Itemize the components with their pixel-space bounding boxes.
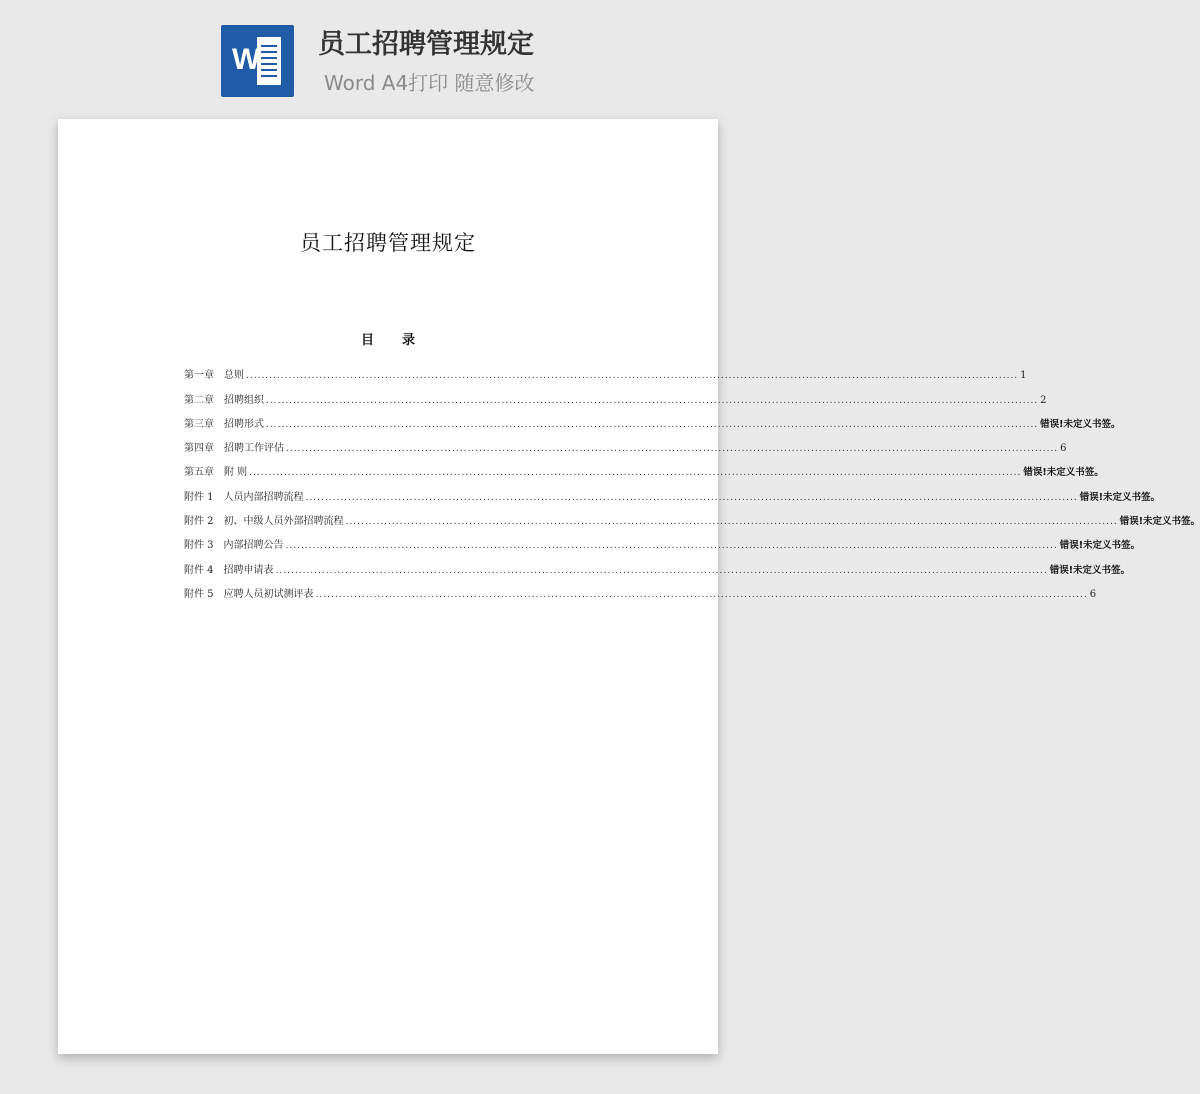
toc-entry-label: 第一章 总则 [184, 370, 244, 382]
toc-entry[interactable] [184, 430, 1067, 455]
toc-error-reference: 错误!未定义书签。 [1119, 516, 1200, 528]
toc-entry-label: 附件 1 人员内部招聘流程 [184, 491, 304, 503]
toc-entry[interactable] [184, 454, 1104, 479]
toc-entry-label: 附件 5 应聘人员初试测评表 [184, 588, 314, 600]
toc-error-reference: 错误!未定义书签。 [1079, 491, 1161, 503]
toc-entry-label: 附件 4 招聘申请表 [184, 564, 274, 576]
banner [0, 0, 774, 118]
toc-heading-left: 目 [360, 333, 374, 348]
toc-entry[interactable] [184, 527, 1141, 552]
toc-leader-dots: ........................................................................................................................................................................................................ [266, 419, 1039, 430]
toc-leader-dots: ........................................................................................................................................................................................................ [266, 395, 1039, 406]
toc-leader-dots: ........................................................................................................................................................................................................ [275, 565, 1048, 576]
toc-error-reference: 错误!未定义书签。 [1023, 467, 1104, 479]
toc-heading [58, 329, 718, 348]
document-page [58, 119, 1200, 1054]
document-title: 员工招聘管理规定 [300, 231, 476, 255]
toc-entry[interactable] [184, 551, 1131, 576]
toc-leader-dots: ........................................................................................................................................................................................................ [285, 541, 1058, 552]
toc-entry-label: 第二章 招聘组织 [184, 394, 264, 406]
table-of-contents [184, 357, 1200, 600]
word-icon-letter: W [232, 43, 261, 76]
toc-leader-dots: ........................................................................................................................................................................................................ [286, 444, 1059, 455]
toc-error-reference: 错误!未定义书签。 [1040, 418, 1121, 430]
toc-entry-label: 附件 2 初、中级人员外部招聘流程 [184, 516, 344, 528]
toc-error-reference: 错误!未定义书签。 [1059, 540, 1141, 552]
word-icon-page [257, 37, 281, 85]
toc-leader-dots: ........................................................................................................................................................................................................ [315, 589, 1088, 600]
toc-entry-label: 第四章 招聘工作评估 [184, 443, 284, 455]
toc-entry[interactable] [184, 406, 1121, 430]
toc-entry-label: 第五章 附 则 [184, 467, 248, 479]
toc-page-number: 1 [1020, 370, 1027, 382]
toc-leader-dots: ........................................................................................................................................................................................................ [249, 468, 1022, 479]
banner-subtitle: Word A4打印 随意修改 [324, 71, 535, 95]
toc-heading-right: 录 [402, 333, 416, 348]
toc-entry[interactable] [184, 576, 1097, 600]
toc-leader-dots: ........................................................................................................................................................................................................ [246, 371, 1019, 382]
toc-error-reference: 错误!未定义书签。 [1049, 564, 1131, 576]
toc-entry[interactable] [184, 357, 1027, 382]
toc-entry[interactable] [184, 478, 1161, 503]
toc-leader-dots: ........................................................................................................................................................................................................ [345, 517, 1118, 528]
toc-entry-label: 附件 3 内部招聘公告 [184, 540, 284, 552]
word-document-icon [221, 25, 294, 97]
toc-page-number: 2 [1040, 394, 1047, 406]
toc-entry[interactable] [184, 381, 1047, 406]
toc-entry-label: 第三章 招聘形式 [184, 418, 264, 430]
toc-page-number: 6 [1060, 443, 1067, 455]
toc-entry[interactable] [184, 503, 1200, 528]
toc-leader-dots: ........................................................................................................................................................................................................ [305, 492, 1078, 503]
toc-page-number: 6 [1089, 588, 1097, 600]
banner-title: 员工招聘管理规定 [318, 29, 534, 60]
